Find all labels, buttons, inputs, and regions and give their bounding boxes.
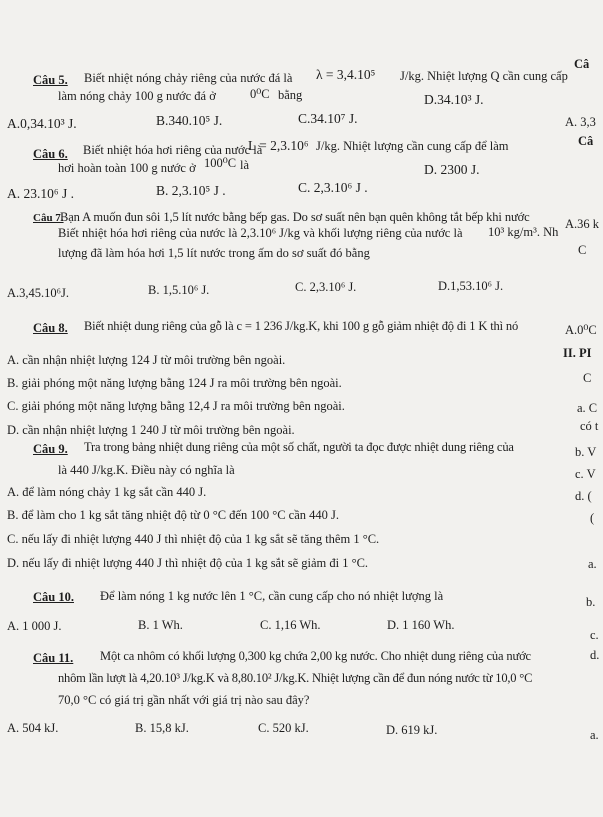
right-col-opt: d. (: [575, 489, 592, 503]
q6-stem-cont: J/kg. Nhiệt lượng cần cung cấp để làm: [316, 139, 509, 153]
q5-stem-cont: J/kg. Nhiệt lượng Q cần cung cấp: [400, 69, 568, 83]
q6-stem: Biết nhiệt hóa hơi riêng của nước là: [83, 143, 263, 157]
q9-number: Câu 9.: [33, 442, 68, 456]
q5-option-d: D.34.10³ J.: [424, 92, 484, 107]
q7-number: Câu 7.: [33, 212, 64, 224]
q11-line1: Một ca nhôm có khối lượng 0,300 kg chứa 2,00 kg nước. Cho nhiệt dung riêng của nước: [100, 649, 531, 663]
q6-option-c: C. 2,3.10⁶ J .: [298, 180, 368, 195]
q8-number: Câu 8.: [33, 321, 68, 335]
q10-option-d: D. 1 160 Wh.: [387, 618, 455, 632]
right-col-opt: a.: [590, 728, 599, 742]
q11-option-b: B. 15,8 kJ.: [135, 721, 189, 735]
q8-option-b: B. giải phóng một năng lượng bằng 124 J ra môi trường bên ngoài.: [7, 376, 342, 390]
q7-line2-cont: 10³ kg/m³. Nh: [488, 225, 559, 239]
q6-formula-L: L = 2,3.10⁶: [248, 138, 309, 153]
q7-option-c: C. 2,3.10⁶ J.: [295, 280, 357, 294]
q9-option-d: D. nếu lấy đi nhiệt lượng 440 J thì nhiệt độ của 1 kg sắt sẽ giảm đi 1 °C.: [7, 556, 369, 570]
q9-option-c: C. nếu lấy đi nhiệt lượng 440 J thì nhiệt độ của 1 kg sắt sẽ tăng thêm 1 °C.: [7, 532, 380, 546]
right-col-opt: A.36 k: [565, 217, 600, 231]
q11-option-a: A. 504 kJ.: [7, 721, 59, 735]
q9-line1: Tra trong bảng nhiệt dung riêng của một số chất, người ta đọc được nhiệt dung riêng của: [84, 440, 514, 454]
right-col-opt: d.: [590, 648, 600, 662]
q9-option-b: B. để làm cho 1 kg sắt tăng nhiệt độ từ 0 °C đến 100 °C cần 440 J.: [7, 508, 340, 522]
right-col-opt: a. C: [577, 401, 598, 415]
q11-line3: 70,0 °C có giá trị gần nhất với giá trị nào sau đây?: [58, 693, 310, 707]
right-col-text: có t: [580, 419, 599, 433]
q5-formula-lambda: λ = 3,4.10⁵: [316, 67, 376, 82]
q9-option-a: A. để làm nóng chảy 1 kg sắt cần 440 J.: [7, 485, 207, 499]
q6-formula-100: 100⁰C: [204, 156, 237, 170]
right-col-opt: A.0⁰C: [565, 323, 597, 337]
q5-formula-zero: 0⁰C: [250, 87, 270, 101]
q8-option-c: C. giải phóng một năng lượng bằng 12,4 J ra môi trường bên ngoài.: [7, 399, 345, 413]
right-col-text: (: [590, 511, 595, 525]
right-col-opt: A. 3,3: [565, 115, 596, 129]
right-col-label: Câ: [578, 134, 594, 148]
q5-option-b: B.340.10⁵ J.: [156, 113, 223, 128]
q5-option-a: A.0,34.10³ J.: [7, 116, 77, 131]
q7-option-b: B. 1,5.10⁶ J.: [148, 283, 210, 297]
q6-option-d: D. 2300 J.: [424, 162, 480, 177]
q10-option-b: B. 1 Wh.: [138, 618, 183, 632]
q7-option-d: D.1,53.10⁶ J.: [438, 279, 504, 293]
q6-number: Câu 6.: [33, 147, 68, 161]
q6-stem-line2: hơi hoàn toàn 100 g nước ở: [58, 161, 196, 175]
right-col-opt: a.: [588, 557, 597, 571]
q7-line3: lượng đã làm hóa hơi 1,5 lít nước trong ấm do sơ suất đó bằng: [58, 246, 370, 260]
q5-stem: Biết nhiệt nóng chảy riêng của nước đá là: [84, 71, 293, 85]
q6-option-a: A. 23.10⁶ J .: [7, 186, 74, 201]
q11-option-d: D. 619 kJ.: [386, 723, 438, 737]
right-col-opt: c.: [590, 628, 599, 642]
q5-stem-line2b: bằng: [278, 88, 303, 102]
right-col-opt: b.: [586, 595, 596, 609]
right-col-opt: b. V: [575, 445, 597, 459]
right-col-label: C: [578, 243, 587, 257]
q7-option-a: A.3,45.10⁶J.: [7, 286, 69, 300]
q8-option-a: A. cần nhận nhiệt lượng 124 J từ môi trường bên ngoài.: [7, 353, 286, 367]
q6-stem-line2b: là: [240, 158, 250, 172]
q10-number: Câu 10.: [33, 590, 74, 604]
q5-option-c: C.34.10⁷ J.: [298, 111, 358, 126]
right-col-label: Câ: [574, 57, 590, 71]
q11-line2: nhôm lần lượt là 4,20.10³ J/kg.K và 8,80.10² J/kg.K. Nhiệt lượng cần để đun nóng nước từ 10,0 °C: [58, 671, 533, 685]
q5-stem-line2: làm nóng chảy 100 g nước đá ở: [58, 89, 216, 103]
q8-option-d: D. cần nhận nhiệt lượng 1 240 J từ môi trường bên ngoài.: [7, 423, 295, 437]
right-col-section: II. PI: [563, 346, 592, 360]
q11-option-c: C. 520 kJ.: [258, 721, 309, 735]
right-col-opt: c. V: [575, 467, 596, 481]
q10-option-c: C. 1,16 Wh.: [260, 618, 321, 632]
q10-option-a: A. 1 000 J.: [7, 619, 62, 633]
right-col-label: C: [583, 371, 592, 385]
q7-line1: Bạn A muốn đun sôi 1,5 lít nước bằng bếp gas. Do sơ suất nên bạn quên không tắt bếp khi nước: [60, 210, 530, 224]
q9-line2: là 440 J/kg.K. Điều này có nghĩa là: [58, 463, 235, 477]
q8-stem: Biết nhiệt dung riêng của gỗ là c = 1 236 J/kg.K, khi 100 g gỗ giảm nhiệt độ đi 1 K thì nó: [84, 319, 519, 333]
q11-number: Câu 11.: [33, 651, 74, 665]
q7-line2: Biết nhiệt hóa hơi riêng của nước là 2,3.10⁶ J/kg và khối lượng riêng của nước là: [58, 226, 463, 240]
q5-number: Câu 5.: [33, 73, 68, 87]
q10-stem: Để làm nóng 1 kg nước lên 1 °C, cần cung cấp cho nó nhiệt lượng là: [100, 589, 444, 603]
q6-option-b: B. 2,3.10⁵ J .: [156, 183, 226, 198]
